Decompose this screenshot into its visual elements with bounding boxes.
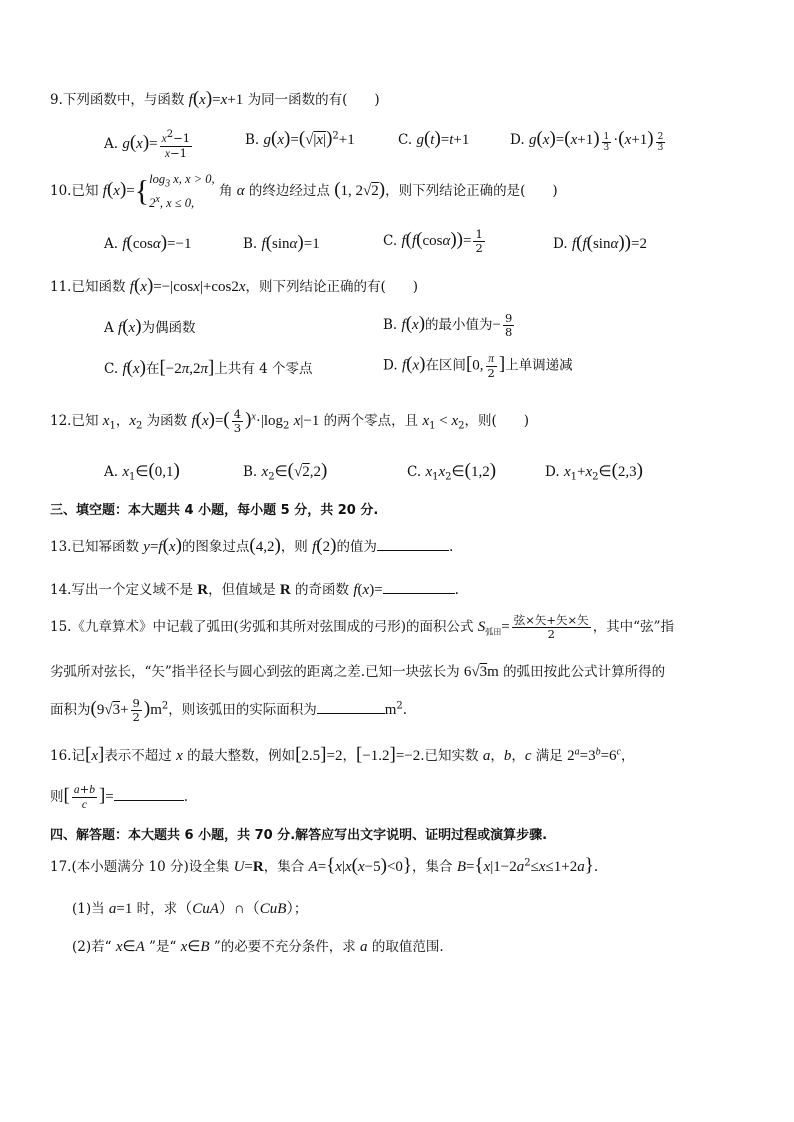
q11-option-d: D. f(x)在区间[0, $\frac{\pi}{2}$ ]上单调递减	[383, 353, 573, 380]
q15-line3: 面积为(9√3+ $\frac{9}{2}$ )$m^2$，则该弧田的实际面积为 $m^2$.	[50, 696, 408, 724]
q12-option-a: A. $x_1\in(0,1)$	[104, 460, 180, 483]
q12-option-d: D. $x_1+x_2\in(2,3)$	[545, 460, 643, 483]
q15-line2: 劣弧所对弦长，“矢”指半径长与圆心到弦的距离之差.已知一块弦长为 6√3m 的弧田按此公式计算所得的	[50, 664, 666, 680]
q13: 13.已知幂函数 y=f(x)的图象过点(4,2)，则 f(2)的值为 .	[50, 535, 454, 556]
section-4-heading: 四、解答题：本大题共 6 小题，共 70 分.解答应写出文字说明、证明过程或演算步骤.	[50, 828, 548, 843]
q16-line2: 则[ $\frac{a+b}{c}$ ]= .	[50, 782, 189, 811]
q14: 14.写出一个定义域不是 R，但值域是 R 的奇函数 f(x)= .	[50, 578, 459, 599]
q10-option-a: A. f(cosα)=−1	[104, 232, 192, 253]
q11-stem: 11.已知函数 f(x)=−|cosx|+cos2x，则下列结论正确的有( )	[50, 275, 419, 296]
section-3-heading: 三、填空题：本大题共 4 小题，每小题 5 分，共 20 分.	[50, 503, 379, 518]
q9-option-d: D. g(x)=(x+1) $\frac{1}{3}$ ·(x+1) $\frac{2}{3}$	[510, 128, 664, 153]
q11-option-a: A f(x)为偶函数	[104, 316, 196, 337]
q9-option-c: C. g(t)=t+1	[398, 128, 470, 149]
q12-option-b: B. $x_2\in(√2,2)$	[243, 460, 328, 483]
q17-part1: (1)当 a=1 时，求（CuA）∩（CuB）；	[72, 901, 308, 917]
q16-line1: 16.记[x]表示不超过 x 的最大整数，例如[2.5]=2，[−1.2]=−2.已知实数 a，b，c 满足 $2^a=3^b=6^c$，	[50, 744, 635, 765]
q10-option-c: C. f(f(cosα))= $\frac{1}{2}$	[383, 227, 483, 255]
q10-option-d: D. f(f(sinα))=2	[553, 232, 647, 253]
q10-stem: 10.已知 f(x)={ $\log_3 x$, x > 0, 2$^x$, x ≤ 0, 角 α 的终边经过点 (1, 2√2)，则下列结论正确的是( )	[50, 172, 558, 210]
q9-option-b: B. $g(x)=(√|x|)^2+1$	[245, 128, 355, 149]
q12-option-c: C. $x_1x_2\in(1,2)$	[407, 460, 497, 483]
q11-option-b: B. f(x)的最小值为− $\frac{9}{8}$	[383, 311, 513, 339]
q15-line1: 15.《九章算术》中记载了弧田(劣弧和其所对弦围成的弓形)的面积公式 $S_{弧田}=$ $\frac{\text{弦×矢+矢×矢}}{2}$ ，其中“弦”指	[50, 613, 674, 641]
q17-part2: (2)若“ x∈A ”是“ x∈B ”的必要不充分条件，求 a 的取值范围.	[72, 939, 444, 955]
q9-stem: 9.下列函数中，与函数 f(x)=x+1 为同一函数的有( )	[50, 88, 380, 109]
q9-option-a: A. g(x)= $\frac{x2-1}{x-1}$	[104, 129, 191, 160]
q10-option-b: B. f(sinα)=1	[243, 232, 320, 253]
q17-stem: 17.(本小题满分 10 分)设全集 U=R，集合 A={x|x(x−5)<0}，集合 $B=\{x|1-2a^2\le x\le 1+2a\}$.	[50, 855, 599, 876]
q11-option-c: C. f(x)在[−2π,2π]上共有 4 个零点	[104, 357, 313, 378]
q12-stem: 12.已知 $x_1$，$x_2$ 为函数 f(x)=( $\frac{4}{3}$ )$^x\cdot|\log_2$ x|−1 的两个零点，且 $x_1 < x_2$，则( )	[50, 407, 530, 435]
